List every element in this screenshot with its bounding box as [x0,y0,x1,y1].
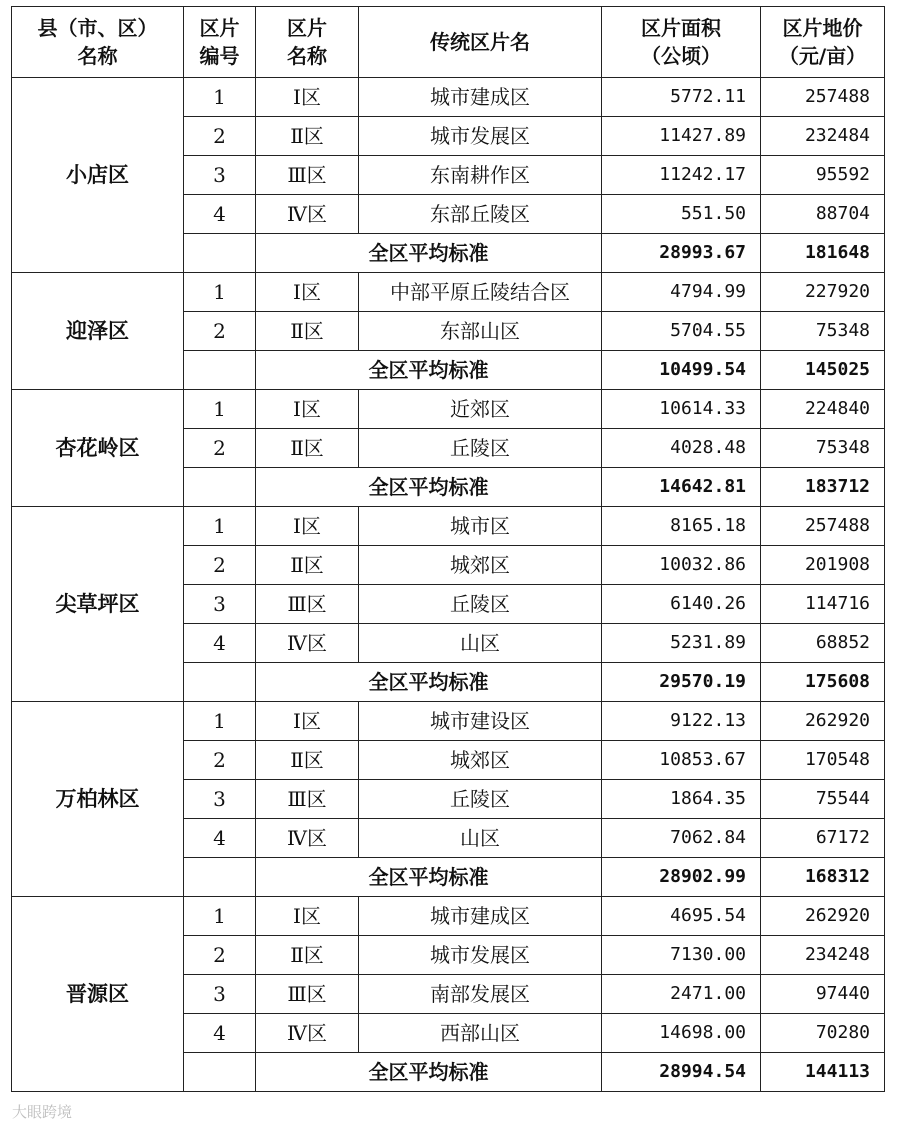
zone-price: 224840 [761,390,885,429]
county-name: 晋源区 [12,897,184,1092]
county-name: 迎泽区 [12,273,184,390]
zone-number: 1 [184,273,256,312]
average-label: 全区平均标准 [256,858,602,897]
zone-name: Ⅱ区 [256,936,359,975]
zone-price: 232484 [761,117,885,156]
average-empty-cell [184,858,256,897]
zone-price: 234248 [761,936,885,975]
zone-area: 7062.84 [602,819,761,858]
zone-area: 8165.18 [602,507,761,546]
average-empty-cell [184,1053,256,1092]
average-area: 14642.81 [602,468,761,507]
zone-price: 67172 [761,819,885,858]
zone-number: 1 [184,78,256,117]
zone-number: 4 [184,195,256,234]
traditional-zone-name: 丘陵区 [359,585,602,624]
traditional-zone-name: 东部丘陵区 [359,195,602,234]
zone-name: Ⅱ区 [256,312,359,351]
zone-area: 7130.00 [602,936,761,975]
header-row [12,7,885,78]
zone-name: Ⅰ区 [256,273,359,312]
zone-price: 95592 [761,156,885,195]
zone-number: 1 [184,702,256,741]
traditional-zone-name: 城市发展区 [359,117,602,156]
zone-price: 75348 [761,429,885,468]
zone-name: Ⅰ区 [256,897,359,936]
traditional-zone-name: 城市发展区 [359,936,602,975]
zone-number: 3 [184,780,256,819]
average-label: 全区平均标准 [256,234,602,273]
zone-number: 4 [184,819,256,858]
zone-name: Ⅳ区 [256,624,359,663]
zone-area: 2471.00 [602,975,761,1014]
zone-name: Ⅱ区 [256,546,359,585]
traditional-zone-name: 城市建成区 [359,897,602,936]
zone-area: 10032.86 [602,546,761,585]
header-zone-number: 区片 编号 [184,7,256,78]
traditional-zone-name: 南部发展区 [359,975,602,1014]
zone-price: 70280 [761,1014,885,1053]
average-price: 145025 [761,351,885,390]
average-area: 28993.67 [602,234,761,273]
zone-number: 2 [184,312,256,351]
zone-number: 3 [184,585,256,624]
zone-price: 257488 [761,507,885,546]
average-label: 全区平均标准 [256,351,602,390]
traditional-zone-name: 城郊区 [359,741,602,780]
zone-area: 5772.11 [602,78,761,117]
traditional-zone-name: 山区 [359,624,602,663]
zone-name: Ⅲ区 [256,585,359,624]
average-empty-cell [184,663,256,702]
zone-name: Ⅳ区 [256,1014,359,1053]
zone-area: 11427.89 [602,117,761,156]
average-label: 全区平均标准 [256,1053,602,1092]
header-zone-name: 区片 名称 [256,7,359,78]
traditional-zone-name: 山区 [359,819,602,858]
zone-area: 10853.67 [602,741,761,780]
table-row [12,702,885,741]
average-price: 175608 [761,663,885,702]
land-price-table [11,6,885,1092]
average-price: 181648 [761,234,885,273]
traditional-zone-name: 中部平原丘陵结合区 [359,273,602,312]
zone-name: Ⅱ区 [256,429,359,468]
zone-number: 2 [184,429,256,468]
zone-area: 11242.17 [602,156,761,195]
zone-price: 88704 [761,195,885,234]
county-name: 小店区 [12,78,184,273]
zone-name: Ⅳ区 [256,819,359,858]
zone-area: 14698.00 [602,1014,761,1053]
average-empty-cell [184,468,256,507]
average-label: 全区平均标准 [256,468,602,507]
zone-price: 201908 [761,546,885,585]
zone-price: 97440 [761,975,885,1014]
zone-number: 3 [184,975,256,1014]
zone-number: 1 [184,507,256,546]
zone-price: 227920 [761,273,885,312]
zone-price: 68852 [761,624,885,663]
zone-number: 3 [184,156,256,195]
zone-area: 1864.35 [602,780,761,819]
zone-name: Ⅲ区 [256,156,359,195]
average-price: 183712 [761,468,885,507]
zone-number: 1 [184,390,256,429]
zone-area: 5704.55 [602,312,761,351]
zone-area: 551.50 [602,195,761,234]
header-county: 县（市、区） 名称 [12,7,184,78]
average-area: 29570.19 [602,663,761,702]
zone-area: 9122.13 [602,702,761,741]
zone-name: Ⅲ区 [256,780,359,819]
average-area: 10499.54 [602,351,761,390]
zone-price: 262920 [761,702,885,741]
zone-number: 2 [184,546,256,585]
zone-name: Ⅰ区 [256,390,359,429]
header-area: 区片面积 （公顷） [602,7,761,78]
traditional-zone-name: 东部山区 [359,312,602,351]
header-price: 区片地价 （元/亩） [761,7,885,78]
zone-price: 75544 [761,780,885,819]
zone-area: 5231.89 [602,624,761,663]
zone-name: Ⅰ区 [256,507,359,546]
average-label: 全区平均标准 [256,663,602,702]
header-traditional-zone: 传统区片名 [359,7,602,78]
zone-name: Ⅳ区 [256,195,359,234]
zone-number: 4 [184,624,256,663]
zone-name: Ⅰ区 [256,78,359,117]
zone-price: 114716 [761,585,885,624]
zone-number: 2 [184,741,256,780]
zone-number: 1 [184,897,256,936]
zone-name: Ⅰ区 [256,702,359,741]
average-area: 28994.54 [602,1053,761,1092]
average-price: 168312 [761,858,885,897]
zone-number: 2 [184,117,256,156]
average-empty-cell [184,351,256,390]
average-empty-cell [184,234,256,273]
zone-price: 170548 [761,741,885,780]
zone-number: 2 [184,936,256,975]
zone-price: 262920 [761,897,885,936]
table-row [12,507,885,546]
zone-name: Ⅱ区 [256,117,359,156]
zone-area: 10614.33 [602,390,761,429]
traditional-zone-name: 城郊区 [359,546,602,585]
traditional-zone-name: 丘陵区 [359,429,602,468]
traditional-zone-name: 城市区 [359,507,602,546]
traditional-zone-name: 城市建设区 [359,702,602,741]
table-row [12,390,885,429]
traditional-zone-name: 近郊区 [359,390,602,429]
average-area: 28902.99 [602,858,761,897]
zone-area: 6140.26 [602,585,761,624]
zone-area: 4028.48 [602,429,761,468]
zone-name: Ⅱ区 [256,741,359,780]
zone-number: 4 [184,1014,256,1053]
county-name: 万柏林区 [12,702,184,897]
table-row [12,78,885,117]
traditional-zone-name: 丘陵区 [359,780,602,819]
table-row [12,273,885,312]
county-name: 尖草坪区 [12,507,184,702]
watermark: 大眼跨境 [12,1103,73,1121]
table-row [12,897,885,936]
average-price: 144113 [761,1053,885,1092]
zone-price: 75348 [761,312,885,351]
traditional-zone-name: 西部山区 [359,1014,602,1053]
traditional-zone-name: 东南耕作区 [359,156,602,195]
zone-name: Ⅲ区 [256,975,359,1014]
zone-area: 4794.99 [602,273,761,312]
county-name: 杏花岭区 [12,390,184,507]
traditional-zone-name: 城市建成区 [359,78,602,117]
zone-price: 257488 [761,78,885,117]
zone-area: 4695.54 [602,897,761,936]
